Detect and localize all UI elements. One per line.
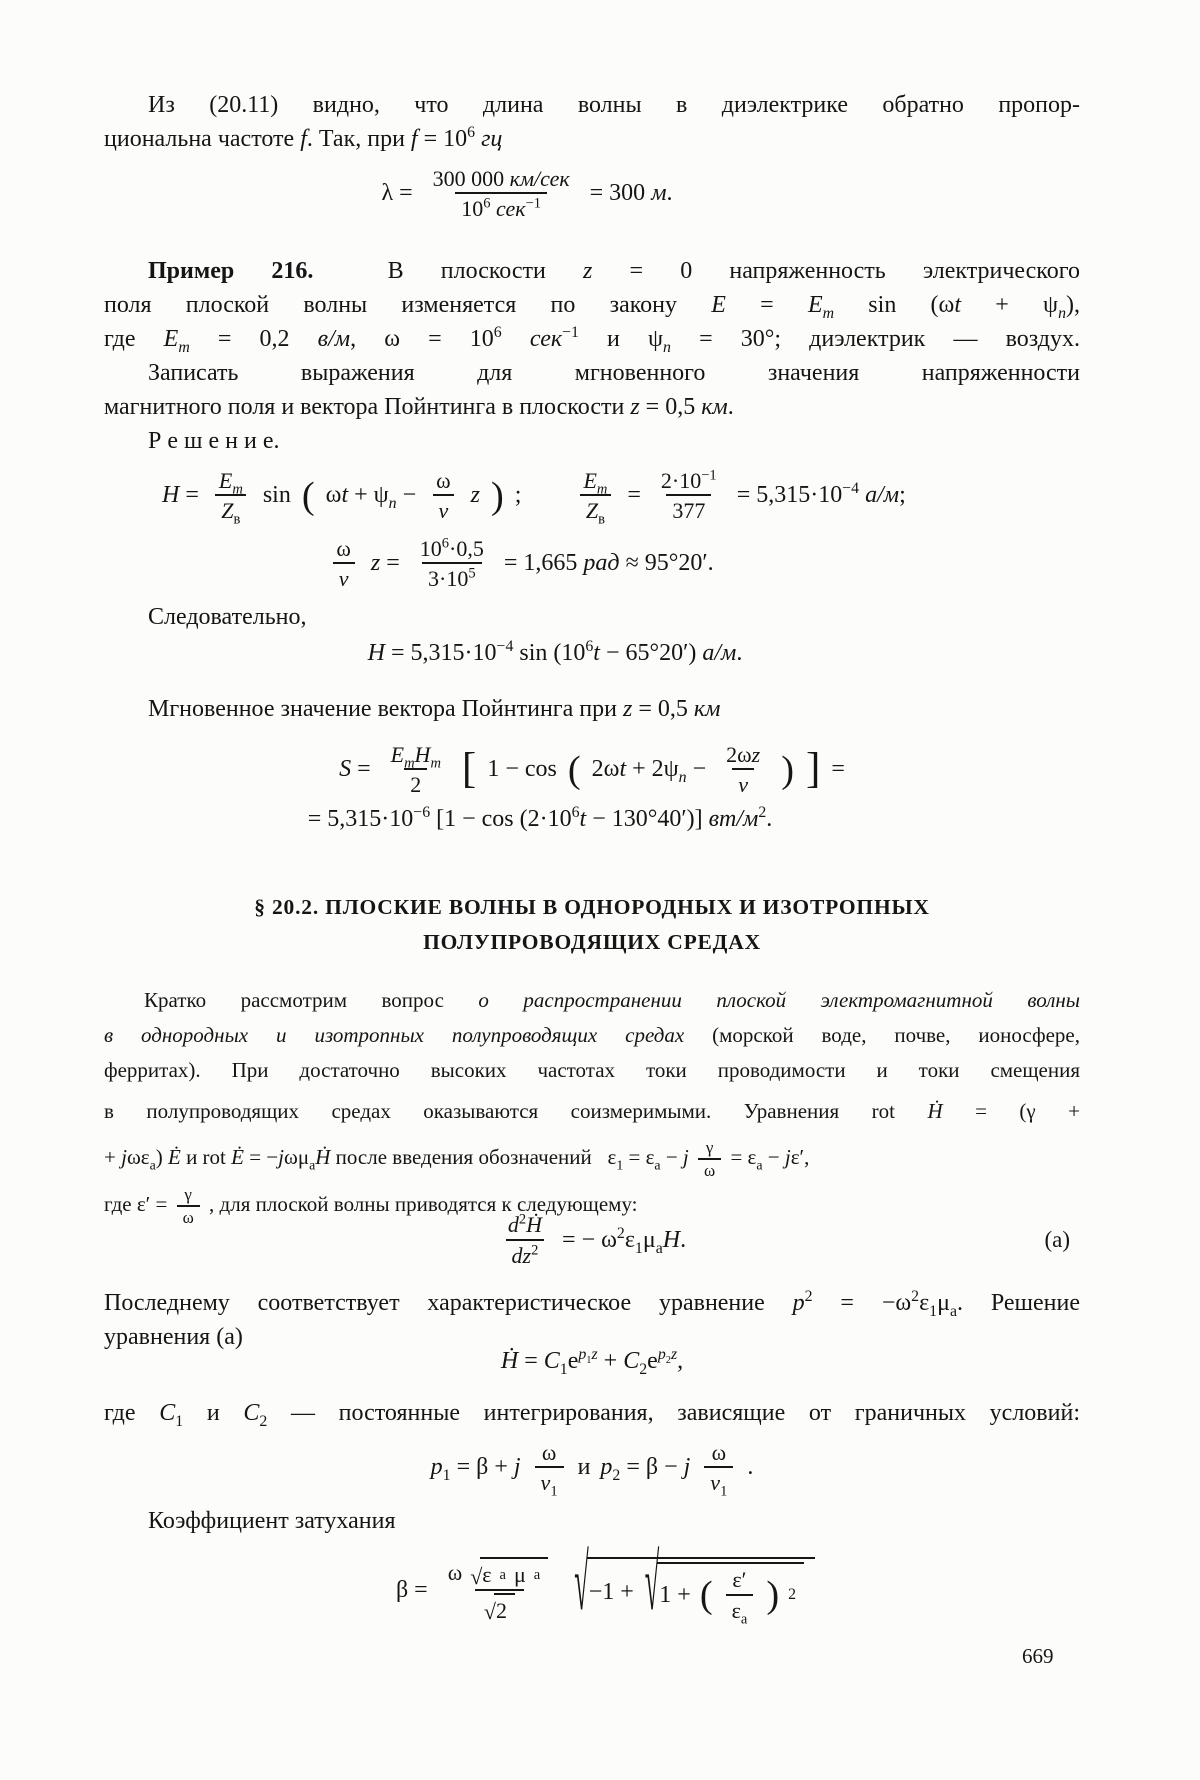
formula-s-lhs: S = <box>339 756 371 783</box>
formula-lambda <box>39 166 1015 222</box>
sin-label: sin <box>262 482 291 509</box>
section-heading <box>104 890 1080 960</box>
formula-s-arg: $2\omega t + 2\psi_n$ − <box>591 756 707 787</box>
section-para-line-3: ферритах). При достаточно высоких частотах токи проводимости и токи смещения <box>104 1058 1080 1082</box>
example-reshenie: Р е ш е н и е. <box>148 428 280 454</box>
fraction: $\frac{10^6\cdot 0,5}{3\cdot 10^5}$ <box>419 535 484 592</box>
example-line-3: где $E_m = 0,2$ в/м, $\omega = 10^6$ сек$^{-1}$ и $\psi_n = 30^\circ$; диэлектрик — воздух. <box>104 324 1081 356</box>
sqrt-radical: √ 2 <box>484 1593 515 1623</box>
formula-s-line-2: = $5,315\cdot 10^{-6}$ $[1 - \cos (2\cdot 10^6t - 130^\circ 40')]$ $вт/м^2$. <box>307 804 773 832</box>
mgnovennoe-line: Мгновенное значение вектора Пойнтинга при z = 0,5 км <box>148 696 721 722</box>
big-paren-open <box>700 1578 713 1613</box>
section-title-line-1: § 20.2. ПЛОСКИЕ ВОЛНЫ В ОДНОРОДНЫХ И ИЗОТРОПНЫХ <box>254 895 930 919</box>
radical-sign-icon <box>574 1544 588 1623</box>
fraction: ε′ $\varepsilon_а$ <box>726 1567 754 1623</box>
page-number: 669 <box>1022 1644 1054 1668</box>
example-216-paragraph <box>104 254 1080 458</box>
formula-h-arg: $\omega t + \psi_n$ − <box>325 482 417 513</box>
big-bracket-open <box>462 751 476 788</box>
formula-p-dot: . <box>747 1454 754 1481</box>
intro-paragraph <box>104 88 1080 156</box>
formula-h-arg-z: z <box>470 482 480 509</box>
fraction: $E_m$ $Z_в$ <box>577 468 613 524</box>
formula-s-tail: = <box>831 756 845 783</box>
formula-h-result: = $5,315\cdot 10^{-4}$ а/м; <box>736 480 906 509</box>
formula-h-right <box>573 467 906 528</box>
formula-h-general: Ḣ = $C_1e^{p_1z} + C_2e^{p_2z}$, <box>500 1346 684 1378</box>
sledovatelno-line: Следовательно, <box>148 604 307 630</box>
formula-omega <box>32 536 1008 592</box>
fraction: ω $v_1$ <box>704 1440 733 1496</box>
fraction: $\frac{d^2Ḣ}{dz^2}$ <box>502 1212 548 1268</box>
semicolon: ; <box>514 482 522 509</box>
example-line-4: Записать выражения для мгновенного значения напряженности <box>148 360 1080 386</box>
formula-omega-result: = 1,665 рад ≈ 95°20′. <box>503 550 714 577</box>
fraction: $\frac{\gamma}{\omega}$ <box>177 1186 200 1227</box>
formula-h-left <box>162 468 522 528</box>
formula-beta <box>119 1540 1095 1640</box>
equals: = <box>627 482 641 509</box>
fraction: $E_m$ $Z_в$ <box>213 468 249 524</box>
fraction: $\frac{2\omega z}{v}$ <box>726 742 761 798</box>
characteristic-paragraph <box>104 1286 1080 1354</box>
fraction-numerator: 300 000 км/сек <box>432 166 570 191</box>
fraction: $E_mH_m$ 2 <box>390 742 441 798</box>
big-bracket-close <box>806 751 820 788</box>
formula-p1: $p_1 = \beta + j$ <box>430 1454 521 1485</box>
characteristic-line-1: Последнему соответствует характеристическое уравнение $p^2 = -\omega^2\varepsilon_1\mu_а$. Решение <box>104 1288 1080 1320</box>
fraction: ω v <box>330 536 356 592</box>
formula-h-lhs: H = <box>162 482 199 509</box>
fraction: ω √ ε а μ а √ 2 <box>442 1557 558 1623</box>
section-para-line-6: где ε′ = $\frac{\gamma}{\omega}$ , для плоской волны приводятся к следующему: <box>104 1185 638 1227</box>
section-para-line-4: в полупроводящих средах оказываются соизмеримыми. Уравнения rot Ḣ = (γ + <box>104 1099 1080 1123</box>
formula-lambda-rhs: = 300 м. <box>589 180 673 207</box>
formula-p2: $p_2 = \beta - j$ <box>600 1454 691 1485</box>
big-paren-close <box>491 479 504 514</box>
inner-sqrt-radical: √ 1 + ( ε′ $\varepsilon_а$ ) 2 <box>645 1562 804 1623</box>
formula-a <box>104 1208 1080 1272</box>
fraction: $\frac{2\cdot 10^{-1}}{377}$ <box>660 467 717 524</box>
big-paren-close <box>766 1578 779 1613</box>
formula-s-cos: 1 − cos <box>487 756 557 783</box>
formula-s-line-1 <box>104 742 1080 798</box>
constants-line: где $C_1$ и $C_2$ — постоянные интегрирования, зависящие от граничных условий: <box>104 1400 1080 1430</box>
intro-line-2: циональна частоте f. Так, при $f = 10^6$ гц <box>104 124 503 152</box>
big-paren-open <box>568 753 581 788</box>
formula-h-instant: $H = 5,315\cdot 10^{-4}$ $\sin (10^6t - 65^\circ 20')$ а/м. <box>367 638 743 666</box>
fraction <box>427 166 576 222</box>
big-paren-open <box>302 479 315 514</box>
fraction-denominator: $10^6$ сек$^{-1}$ <box>455 192 547 221</box>
intro-line-1: Из (20.11) видно, что длина волны в диэлектрике обратно пропор- <box>148 92 1080 118</box>
characteristic-line-2: уравнения (а) <box>104 1324 243 1350</box>
section-para-line-1: Кратко рассмотрим вопрос о распространении плоской электромагнитной волны <box>144 988 1080 1012</box>
formula-lambda-lhs: λ = <box>381 180 413 207</box>
example-line-5: магнитного поля и вектора Пойнтинга в плоскости z = 0,5 км. <box>104 394 734 420</box>
formula-beta-lhs: β = <box>395 1576 428 1603</box>
big-paren-close <box>781 753 794 788</box>
formula-p <box>104 1440 1080 1500</box>
formula-a-rhs: = − $\omega^2\varepsilon_1\mu_аH$. <box>562 1224 687 1257</box>
example-line-1: Пример 216. В плоскости z = 0 напряженность электрического <box>148 258 1080 284</box>
outer-sqrt-radical: √ −1 + √ 1 + ( ε′ $\varepsilon_а$ ) 2 <box>574 1557 815 1623</box>
section-title-line-2: ПОЛУПРОВОДЯЩИХ СРЕДАХ <box>423 930 761 954</box>
radical-sign-icon <box>645 1544 659 1623</box>
example-line-2: поля плоской волны изменяется по закону $E = E_m$ $\sin (\omega t + \psi_n)$, <box>104 292 1080 322</box>
equation-label-a: (а) <box>1044 1227 1070 1252</box>
section-paragraph <box>104 983 1080 1227</box>
section-para-line-2: в однородных и изотропных полупроводящих средах (морской воде, почве, ионосфере, <box>104 1023 1080 1047</box>
formula-h-row <box>104 467 1138 528</box>
sqrt-radical: √ ε а μ а <box>470 1557 548 1587</box>
formula-p-and: и <box>577 1454 591 1481</box>
koefficient-line: Коэффициент затухания <box>148 1508 396 1534</box>
fraction: ω $v_1$ <box>535 1440 564 1496</box>
formula-omega-mid: z = <box>370 550 400 577</box>
fraction: $\frac{\omega}{v}$ <box>430 468 456 524</box>
section-para-line-5: + jωε$_а$) Ė и rot Ė = −jωμ$_а$Ḣ после введения обозначений $\varepsilon_1 = \varepsilon_а - j$ $\frac{\gamma}{\omega}$ = $\varepsilon_а - j\varepsilon'$, <box>104 1138 810 1180</box>
